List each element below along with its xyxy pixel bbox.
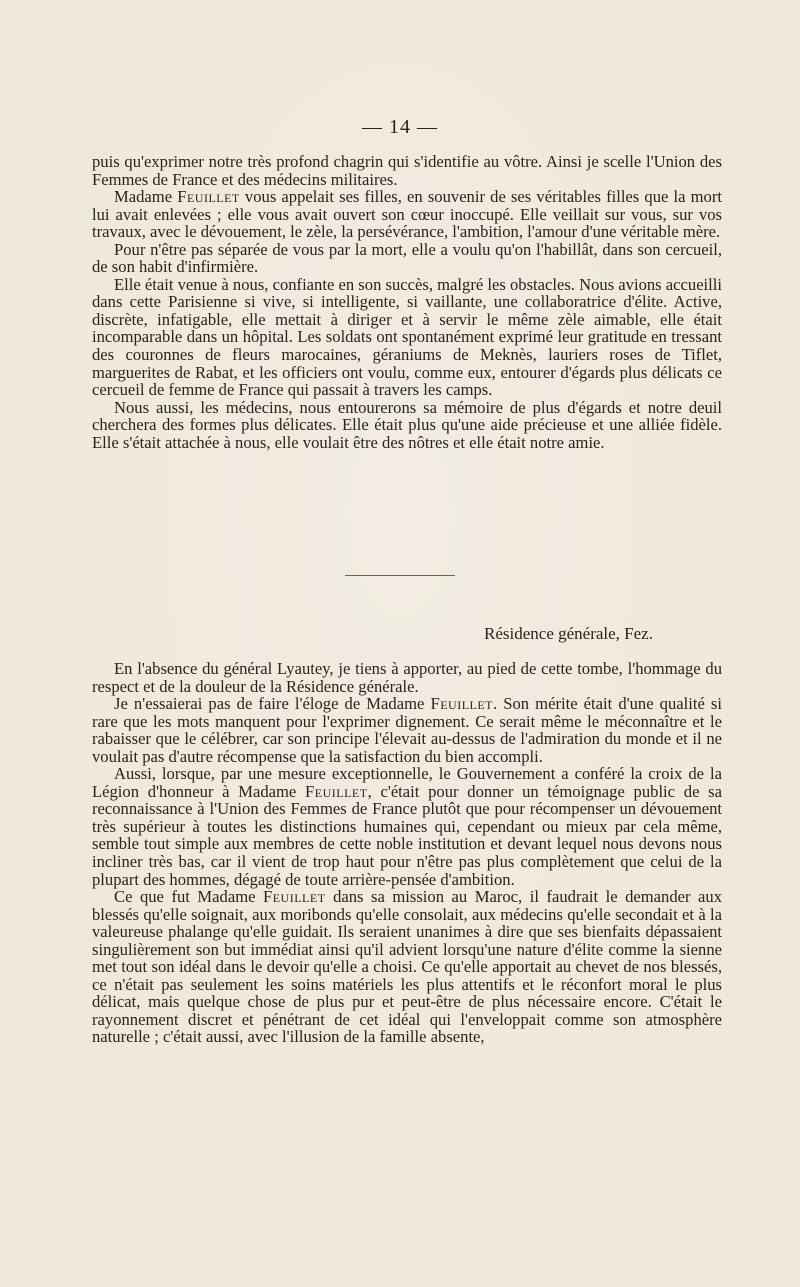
paragraph: Aussi, lorsque, par une mesure exceptionnelle, le Gouvernement a conféré la croix de la Légion d'honneur à Madame Feuillet, c'était pour donner un témoignage public de sa reconnaissance à l'Union des Femmes de France plutôt que pour récompenser un dévouement très supérieur à toutes les distinctions humaines qui, cependant ou mieux par cela même, semble tout simple aux membres de cette noble institution et devant lequel nous devons nous incliner très bas, car il vient de trop haut pour n'être pas plus complètement que celui de la plupart des hommes, dégagé de toute arrière-pensée d'ambition. (92, 764, 722, 889)
surname: Feuillet (263, 887, 326, 907)
paragraph: Je n'essaierai pas de faire l'éloge de Madame Feuillet. Son mérite était d'une qualité si rare que les mots manquent pour l'exprimer dignement. Ce serait même le méconnaître et le rabaisser que le célébrer, car son principe l'élevait au-dessus de l'admiration du monde et il ne voulait pas d'autre récompense que la satisfaction du bien accompli. (92, 694, 723, 766)
section-divider (345, 575, 455, 576)
letter-text-block (92, 153, 722, 451)
paragraph: Ce que fut Madame Feuillet dans sa mission au Maroc, il faudrait le demander aux blessés qu'elle soignait, aux moribonds qu'elle consolait, aux médecins qu'elle secondait et à la valeureuse phalange qu'elle guidait. Ils seraient unanimes à dire que ses bienfaits dépassaient singulièrement son but immédiat ainsi qu'il advient lorsqu'une nature d'élite comme la sienne met tout son idéal dans le devoir qu'elle a choisi. Ce qu'elle apportait au chevet de nos blessés, ce n'était pas seulement les soins matériels les plus attentifs et le réconfort moral le plus délicat, mais quelque chose de plus pur et peut-être de plus nécessaire encore. C'était le rayonnement discret et pénétrant de cet idéal qui l'enveloppait comme son atmosphère naturelle ; c'était aussi, avec l'illusion de la famille absente, (92, 887, 722, 1047)
paragraph: Nous aussi, les médecins, nous entourerons sa mémoire de plus d'égards et notre deuil cherchera des formes plus délicates. Elle était plus qu'une aide précieuse et une alliée fidèle. Elle s'était attachée à nous, elle voulait être des nôtres et elle était notre amie. (92, 397, 722, 452)
paragraph: Pour n'être pas séparée de vous par la mort, elle a voulu qu'on l'habillât, dans son cercueil, de son habit d'infirmière. (92, 239, 722, 277)
paragraph: En l'absence du général Lyautey, je tiens à apporter, au pied de cette tombe, l'hommage du respect et de la douleur de la Résidence générale. (92, 659, 722, 696)
paragraph: Madame Feuillet vous appelait ses filles, en souvenir de ses véritables filles que la mort lui avait enlevées ; elle vous avait ouvert son cœur inoccupé. Elle veillait sur vous, sur vos travaux, avec le dévouement, le zèle, la persévérance, l'ambition, l'amour d'une véritable mère. (92, 187, 722, 242)
page-number: — 14 — (362, 116, 438, 138)
surname: Feuillet (305, 781, 368, 801)
surname: Feuillet (177, 187, 240, 207)
surname: Feuillet (430, 694, 494, 714)
dateline: Résidence générale, Fez. (484, 624, 653, 643)
paragraph: puis qu'exprimer notre très profond chagrin qui s'identifie au vôtre. Ainsi je scelle l'Union des Femmes de France et des médecins militaires. (92, 152, 722, 189)
paragraph: Elle était venue à nous, confiante en son succès, malgré les obstacles. Nous avions accueilli dans cette Parisienne si vive, si intelligente, si vaillante, une collaboratrice d'élite. Active, discrète, infatigable, elle mettait à diriger et à servir le même zèle aimable, elle était incomparable dans un hôpital. Les soldats ont spontanément exprimé leur gratitude en tressant des couronnes de fleurs marocaines, géraniums de Meknès, lauriers roses de Tiflet, marguerites de Rabat, et les officiers ont voulu, comme eux, entourer d'égards plus délicats ce cercueil de femme de France qui passait à travers les camps. (92, 274, 722, 400)
speech-text-block (92, 660, 722, 1046)
